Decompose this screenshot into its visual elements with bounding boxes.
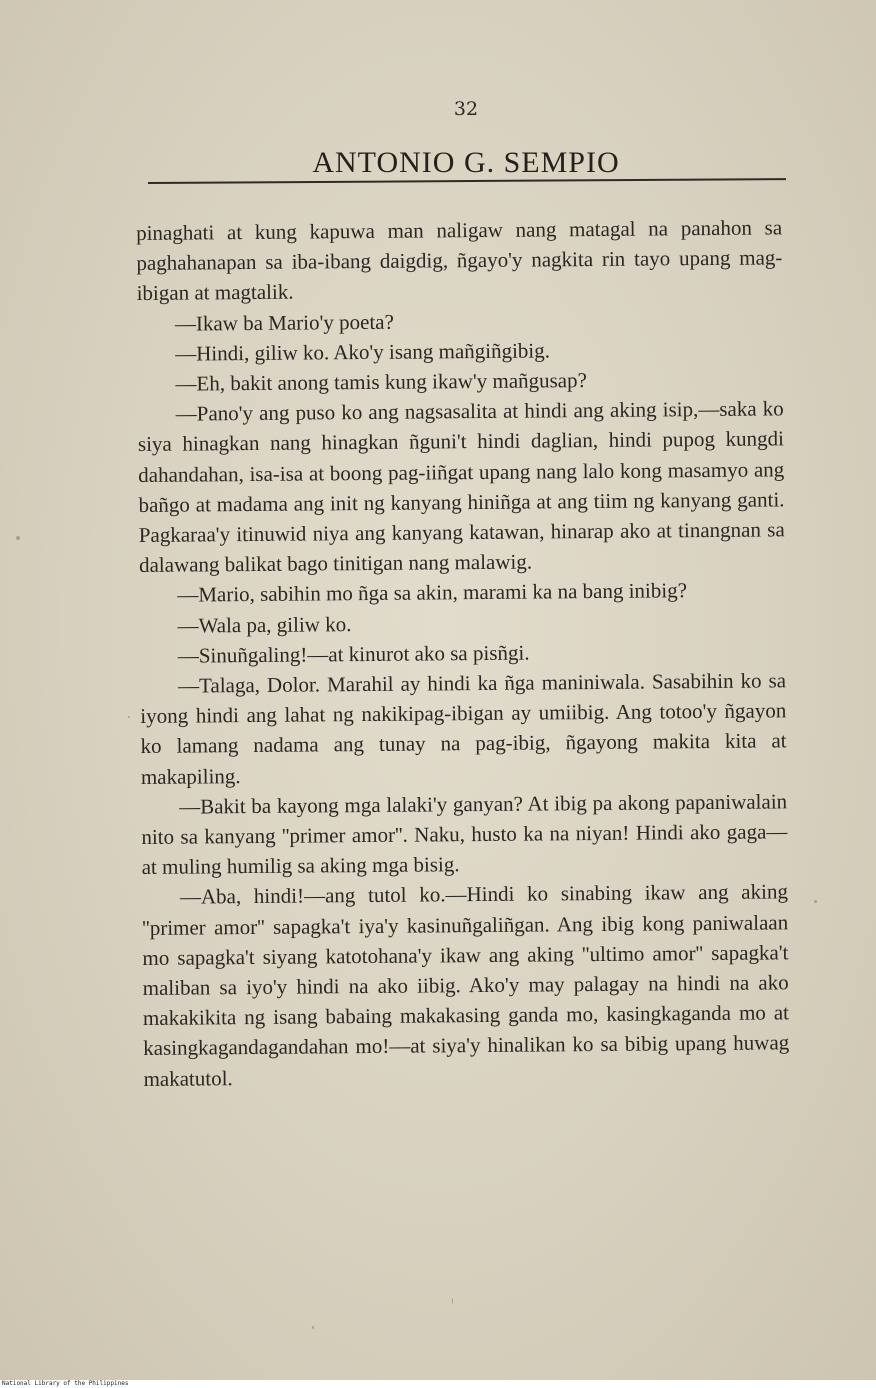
paper-speck [452, 1298, 453, 1304]
paper-speck [128, 716, 130, 718]
paragraph-6: —Mario, sabihin mo ñga sa akin, marami ka na bang inibig? [177, 578, 688, 608]
paragraph-5: —Pano'y ang puso ko ang nagsasalita at hindi ang aking isip,—saka ko siya hinagkan nang hinagkan ñguni't hindi daglian, hindi pupog kungdi dahandahan, isa-isa at boong pag-iiñgat upang nang lalo kong masamyo ang bañgo at madama ang init ng kanyang hiniñga at ang tiim ng kanyang ganti. Pagkaraa'y itinuwid niya ang kanyang katawan, hinarap ako at tinangnan sa dalawang balikat bago tinitigan nang malawig. [137, 396, 785, 578]
paper-speck [814, 900, 817, 903]
library-credit-footer: National Library of the Philippines [0, 1380, 876, 1388]
paragraph-7: —Wala pa, giliw ko. [177, 611, 352, 638]
paragraph-9: —Talaga, Dolor. Marahil ay hindi ka ñga maniniwala. Sasabihin ko sa iyong hindi ang lahat ng nakikipag-ibigan ay umiibig. Ang totoo'y ñgayon ko lamang nadama ang tunay na pag-ibig, ñgayong makita kita at makapiling. [140, 668, 787, 789]
paragraph-10: —Bakit ba kayong mga lalaki'y ganyan? At ibig pa akong papaniwalain nito sa kanyang ''primer amor''. Naku, husto ka na niyan! Hindi ako gaga—at muling humilig sa aking mga bisig. [141, 789, 788, 880]
paragraph-4: —Eh, bakit anong tamis kung ikaw'y mañgusap? [175, 368, 588, 396]
running-head-author: ANTONIO G. SEMPIO [312, 146, 620, 179]
paragraph-2: —Ikaw ba Mario'y poeta? [174, 309, 394, 336]
paragraph-1: pinaghati at kung kapuwa man naligaw nang matagal na panahon sa paghahanapan sa iba-ibang daigdig, ñgayo'y nagkita rin tayo upang mag-ibigan at magtalik. [136, 215, 783, 306]
paragraph-11: —Aba, hindi!—ang tutol ko.—Hindi ko sinabing ikaw ang aking ''primer amor'' sapagka't iya'y kasinuñgaliñgan. Ang ibig kong paniwalaan mo sapagka't siyang katotohana'y ikaw ang aking ''ultimo amor'' sapagka't maliban sa iyo'y hindi na ako iibig. Ako'y may palagay na hindi na ako makakikita ng isang babaing makakasing ganda mo, kasingkaganda mo at kasingkagandagandahan mo!—at siya'y hinalikan ko sa bibig upang huwag makatutol. [142, 879, 790, 1091]
page-number: 32 [453, 98, 479, 120]
body-text [136, 212, 790, 1093]
paper-speck [16, 536, 20, 540]
paragraph-8: —Sinuñgaling!—at kinurot ako sa pisñgi. [177, 640, 530, 668]
paper-speck [312, 1326, 314, 1329]
paragraph-3: —Hindi, giliw ko. Ako'y isang mañgiñgibig. [175, 338, 551, 366]
